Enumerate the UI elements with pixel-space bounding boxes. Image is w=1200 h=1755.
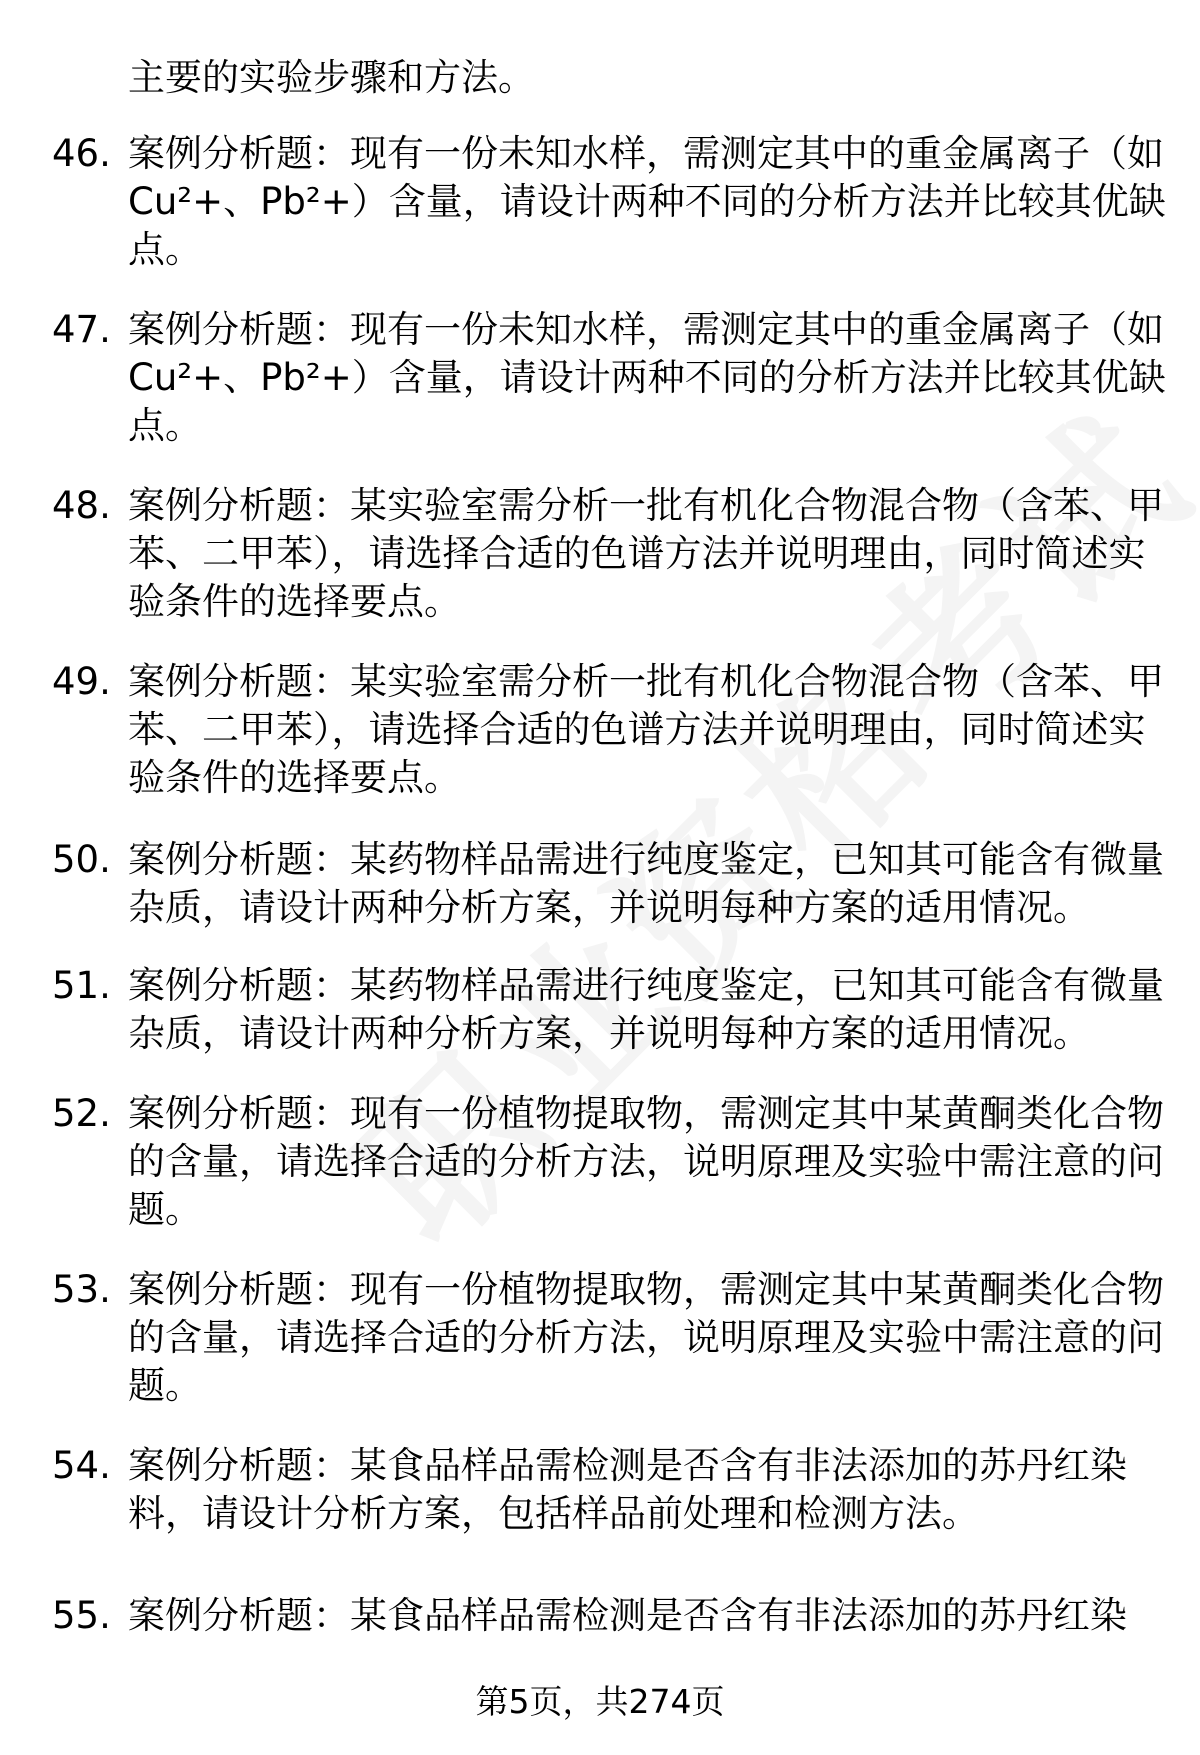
question-number: 52. [52, 1092, 111, 1135]
question-line: 点。 [128, 228, 202, 271]
question-line: 案例分析题：某实验室需分析一批有机化合物混合物（含苯、甲 [128, 484, 1164, 527]
question-line: Cu²+、Pb²+）含量，请设计两种不同的分析方法并比较其优缺 [128, 356, 1166, 399]
question-number: 47. [52, 308, 111, 351]
question-line: 案例分析题：某食品样品需检测是否含有非法添加的苏丹红染 [128, 1444, 1127, 1487]
question-number: 49. [52, 660, 111, 703]
question-line: 案例分析题：某药物样品需进行纯度鉴定，已知其可能含有微量 [128, 838, 1164, 881]
question-line: 案例分析题：现有一份植物提取物，需测定其中某黄酮类化合物 [128, 1268, 1164, 1311]
question-line: 案例分析题：现有一份未知水样，需测定其中的重金属离子（如 [128, 132, 1164, 175]
question-line: 题。 [128, 1364, 202, 1407]
question-line: 的含量，请选择合适的分析方法，说明原理及实验中需注意的问 [128, 1140, 1164, 1183]
question-number: 50. [52, 838, 111, 881]
question-line: 点。 [128, 404, 202, 447]
question-number: 55. [52, 1594, 111, 1637]
question-line: 验条件的选择要点。 [128, 580, 461, 623]
page-footer: 第5页，共274页 [475, 1682, 725, 1721]
question-line: 杂质，请设计两种分析方案，并说明每种方案的适用情况。 [128, 1012, 1090, 1055]
question-line: 案例分析题：某食品样品需检测是否含有非法添加的苏丹红染 [128, 1594, 1127, 1637]
question-number: 46. [52, 132, 111, 175]
question-line: Cu²+、Pb²+）含量，请设计两种不同的分析方法并比较其优缺 [128, 180, 1166, 223]
question-number: 51. [52, 964, 111, 1007]
question-line: 料，请设计分析方案，包括样品前处理和检测方法。 [128, 1492, 979, 1535]
question-number: 48. [52, 484, 111, 527]
question-line: 案例分析题：某实验室需分析一批有机化合物混合物（含苯、甲 [128, 660, 1164, 703]
question-number: 54. [52, 1444, 111, 1487]
question-line: 案例分析题：某药物样品需进行纯度鉴定，已知其可能含有微量 [128, 964, 1164, 1007]
question-line: 验条件的选择要点。 [128, 756, 461, 799]
question-line: 案例分析题：现有一份未知水样，需测定其中的重金属离子（如 [128, 308, 1164, 351]
question-line: 题。 [128, 1188, 202, 1231]
question-line: 苯、二甲苯），请选择合适的色谱方法并说明理由，同时简述实 [128, 708, 1146, 751]
question-line: 的含量，请选择合适的分析方法，说明原理及实验中需注意的问 [128, 1316, 1164, 1359]
question-line: 案例分析题：现有一份植物提取物，需测定其中某黄酮类化合物 [128, 1092, 1164, 1135]
question-line: 杂质，请设计两种分析方案，并说明每种方案的适用情况。 [128, 886, 1090, 929]
intro-tail-line: 主要的实验步骤和方法。 [128, 56, 535, 99]
question-number: 53. [52, 1268, 111, 1311]
question-line: 苯、二甲苯），请选择合适的色谱方法并说明理由，同时简述实 [128, 532, 1146, 575]
